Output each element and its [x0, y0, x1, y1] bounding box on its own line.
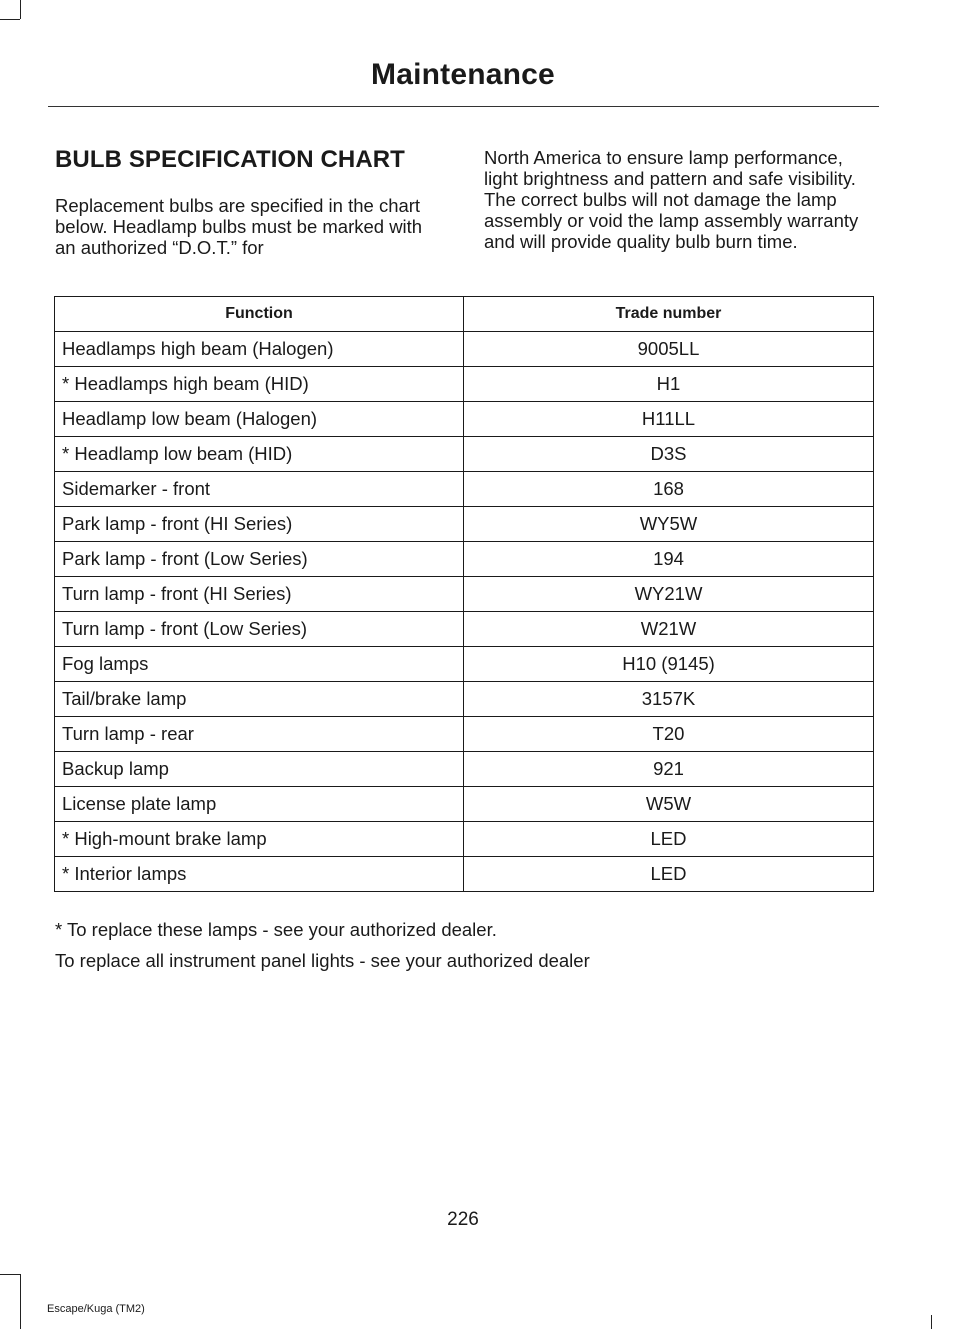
trade-number-cell: WY21W [464, 577, 874, 612]
table-row [55, 577, 874, 612]
bulb-function-cell: Turn lamp - front (HI Series) [55, 577, 464, 612]
crop-mark-top-left [0, 19, 20, 20]
bulb-function-cell: Backup lamp [55, 752, 464, 787]
bulb-function-cell: Park lamp - front (Low Series) [55, 542, 464, 577]
table-row [55, 437, 874, 472]
bulb-function-cell: Headlamps high beam (Halogen) [55, 332, 464, 367]
intro-paragraph-left: Replacement bulbs are specified in the chart below. Headlamp bulbs must be marked with an authorized “D.O.T.” for [55, 195, 423, 258]
crop-mark-bottom-left [0, 1274, 20, 1275]
bulb-function-cell: * Interior lamps [55, 857, 464, 892]
trade-number-cell: WY5W [464, 507, 874, 542]
table-row [55, 787, 874, 822]
table-row [55, 857, 874, 892]
crop-mark-top-left [20, 0, 21, 19]
table-row [55, 402, 874, 437]
bulb-function-cell: * High-mount brake lamp [55, 822, 464, 857]
trade-number-cell: 921 [464, 752, 874, 787]
instrument-panel-note: To replace all instrument panel lights - see your authorized dealer [55, 950, 590, 971]
table-row [55, 542, 874, 577]
table-row [55, 332, 874, 367]
bulb-function-cell: Sidemarker - front [55, 472, 464, 507]
bulb-function-cell: * Headlamps high beam (HID) [55, 367, 464, 402]
column-header-trade-number: Trade number [464, 297, 874, 332]
table-row [55, 717, 874, 752]
table-row [55, 822, 874, 857]
bulb-function-cell: Headlamp low beam (Halogen) [55, 402, 464, 437]
bulb-function-cell: License plate lamp [55, 787, 464, 822]
bulb-function-cell: Tail/brake lamp [55, 682, 464, 717]
trade-number-cell: 194 [464, 542, 874, 577]
trade-number-cell: 168 [464, 472, 874, 507]
trade-number-cell: W21W [464, 612, 874, 647]
table-row [55, 647, 874, 682]
trade-number-cell: H11LL [464, 402, 874, 437]
bulb-function-cell: Fog lamps [55, 647, 464, 682]
bulb-function-cell: Turn lamp - front (Low Series) [55, 612, 464, 647]
column-header-function: Function [55, 297, 464, 332]
dealer-footnote: * To replace these lamps - see your authorized dealer. [55, 919, 497, 940]
crop-mark-bottom-right [931, 1315, 932, 1329]
bulb-function-cell: Park lamp - front (HI Series) [55, 507, 464, 542]
model-label: Escape/Kuga (TM2) [47, 1303, 145, 1315]
bulb-specification-table [54, 296, 874, 892]
trade-number-cell: H1 [464, 367, 874, 402]
page-number: 226 [447, 1209, 479, 1230]
trade-number-cell: H10 (9145) [464, 647, 874, 682]
trade-number-cell: 9005LL [464, 332, 874, 367]
table-row [55, 507, 874, 542]
intro-paragraph-right: North America to ensure lamp performance, light brightness and pattern and safe visibility. The correct bulbs will not damage the lamp assembly or void the lamp assembly warranty and will provide quality bulb burn time. [484, 147, 859, 252]
title-divider [48, 106, 879, 107]
crop-mark-bottom-left [20, 1274, 21, 1329]
bulb-function-cell: * Headlamp low beam (HID) [55, 437, 464, 472]
trade-number-cell: W5W [464, 787, 874, 822]
table-row [55, 752, 874, 787]
trade-number-cell: LED [464, 857, 874, 892]
trade-number-cell: D3S [464, 437, 874, 472]
bulb-function-cell: Turn lamp - rear [55, 717, 464, 752]
table-row [55, 472, 874, 507]
table-row [55, 367, 874, 402]
page-title: Maintenance [371, 58, 555, 91]
section-heading: BULB SPECIFICATION CHART [55, 146, 405, 173]
trade-number-cell: LED [464, 822, 874, 857]
table-header-row [55, 297, 874, 332]
trade-number-cell: T20 [464, 717, 874, 752]
table-row [55, 682, 874, 717]
trade-number-cell: 3157K [464, 682, 874, 717]
table-row [55, 612, 874, 647]
